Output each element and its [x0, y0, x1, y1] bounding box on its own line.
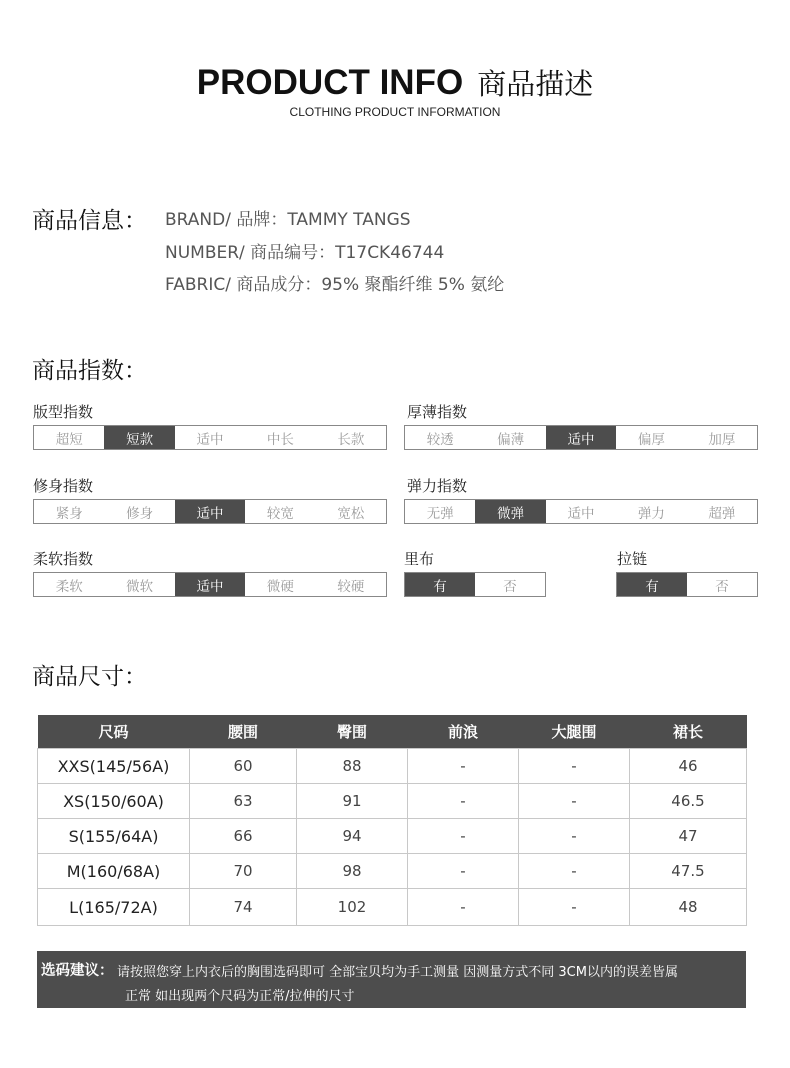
scale-option-selected: 有	[617, 573, 687, 596]
cell-skirt-length: 48	[630, 889, 747, 926]
scale-option: 适中	[567, 505, 595, 522]
table-row	[38, 854, 747, 889]
scale-option: 较硬	[337, 578, 365, 595]
cell-skirt-length: 47	[630, 819, 747, 854]
table-row	[38, 784, 747, 819]
title-chinese: 商品描述	[477, 67, 594, 101]
size-tip-box	[37, 951, 746, 1008]
scale-option: 适中	[196, 431, 224, 448]
cell-thigh: -	[519, 889, 630, 926]
cell-hip: 88	[297, 749, 408, 784]
brand-line: BRAND/ 品牌：TAMMY TANGS	[165, 210, 411, 230]
scale-option-selected: 适中	[546, 426, 616, 449]
cell-size: M(160/68A)	[38, 854, 190, 889]
fit-index-scale	[33, 425, 387, 450]
cell-hip: 94	[297, 819, 408, 854]
cell-hip: 98	[297, 854, 408, 889]
page-subtitle: CLOTHING PRODUCT INFORMATION	[289, 105, 501, 119]
scale-option: 弹力	[637, 505, 665, 522]
table-row	[38, 819, 747, 854]
scale-option-selected: 适中	[175, 500, 245, 523]
size-tip-text-line2: 正常 如出现两个尺码为正常/拉伸的尺寸	[125, 989, 355, 1004]
zipper-scale	[616, 572, 758, 597]
table-row	[38, 889, 747, 926]
scale-option: 加厚	[708, 431, 736, 448]
scale-option: 宽松	[337, 505, 365, 522]
cell-waist: 60	[190, 749, 297, 784]
header-size: 尺码	[38, 715, 190, 749]
scale-option: 紧身	[55, 505, 83, 522]
scale-option-selected: 短款	[104, 426, 174, 449]
scale-option: 无弹	[426, 505, 454, 522]
cell-hip: 91	[297, 784, 408, 819]
cell-skirt-length: 47.5	[630, 854, 747, 889]
scale-option: 否	[503, 578, 517, 595]
scale-option: 超短	[55, 431, 83, 448]
title-english: PRODUCT INFO	[196, 63, 464, 102]
index-section-title: 商品指数：	[32, 358, 147, 384]
cell-rise: -	[408, 854, 519, 889]
elastic-index-label: 弹力指数	[407, 477, 468, 495]
scale-option: 长款	[337, 431, 365, 448]
cell-size: S(155/64A)	[38, 819, 190, 854]
header-waist: 腰围	[190, 715, 297, 749]
slim-index-scale	[33, 499, 387, 524]
scale-option: 修身	[126, 505, 154, 522]
fabric-line: FABRIC/ 商品成分：95% 聚酯纤维 5% 氨纶	[165, 275, 505, 295]
elastic-index-scale	[404, 499, 758, 524]
scale-option: 微软	[126, 578, 154, 595]
scale-option: 超弹	[708, 505, 736, 522]
scale-option: 偏薄	[497, 431, 525, 448]
scale-option-selected: 微弹	[475, 500, 545, 523]
header-thigh: 大腿围	[519, 715, 630, 749]
scale-option: 偏厚	[637, 431, 665, 448]
cell-hip: 102	[297, 889, 408, 926]
table-row	[38, 749, 747, 784]
lining-label: 里布	[404, 550, 435, 568]
page-title	[0, 62, 790, 103]
cell-thigh: -	[519, 819, 630, 854]
scale-option: 中长	[266, 431, 294, 448]
scale-option: 较宽	[266, 505, 294, 522]
zipper-label: 拉链	[617, 550, 648, 568]
cell-waist: 70	[190, 854, 297, 889]
size-table-header-row	[38, 715, 747, 749]
lining-scale	[404, 572, 546, 597]
cell-waist: 66	[190, 819, 297, 854]
size-tip-label: 选码建议：	[41, 963, 114, 979]
scale-option: 否	[715, 578, 729, 595]
cell-size: XXS(145/56A)	[38, 749, 190, 784]
cell-rise: -	[408, 784, 519, 819]
thickness-index-label: 厚薄指数	[407, 403, 468, 421]
number-line: NUMBER/ 商品编号：T17CK46744	[165, 243, 445, 263]
cell-waist: 63	[190, 784, 297, 819]
scale-option: 柔软	[55, 578, 83, 595]
cell-thigh: -	[519, 749, 630, 784]
cell-skirt-length: 46.5	[630, 784, 747, 819]
cell-rise: -	[408, 889, 519, 926]
cell-thigh: -	[519, 784, 630, 819]
soft-index-label: 柔软指数	[33, 550, 94, 568]
cell-thigh: -	[519, 854, 630, 889]
slim-index-label: 修身指数	[33, 477, 94, 495]
thickness-index-scale	[404, 425, 758, 450]
cell-size: L(165/72A)	[38, 889, 190, 926]
scale-option: 微硬	[266, 578, 294, 595]
header-rise: 前浪	[408, 715, 519, 749]
scale-option-selected: 有	[405, 573, 475, 596]
info-section-title: 商品信息：	[32, 208, 147, 234]
cell-waist: 74	[190, 889, 297, 926]
cell-rise: -	[408, 749, 519, 784]
fit-index-label: 版型指数	[33, 403, 94, 421]
header-skirt-length: 裙长	[630, 715, 747, 749]
header-hip: 臀围	[297, 715, 408, 749]
scale-option-selected: 适中	[175, 573, 245, 596]
cell-skirt-length: 46	[630, 749, 747, 784]
size-tip-text-line1: 请按照您穿上内衣后的胸围选码即可 全部宝贝均为手工测量 因测量方式不同 3CM以内的误差皆属	[117, 965, 678, 980]
cell-size: XS(150/60A)	[38, 784, 190, 819]
size-table	[37, 715, 747, 926]
scale-option: 较透	[426, 431, 454, 448]
cell-rise: -	[408, 819, 519, 854]
soft-index-scale	[33, 572, 387, 597]
size-section-title: 商品尺寸：	[32, 664, 147, 690]
